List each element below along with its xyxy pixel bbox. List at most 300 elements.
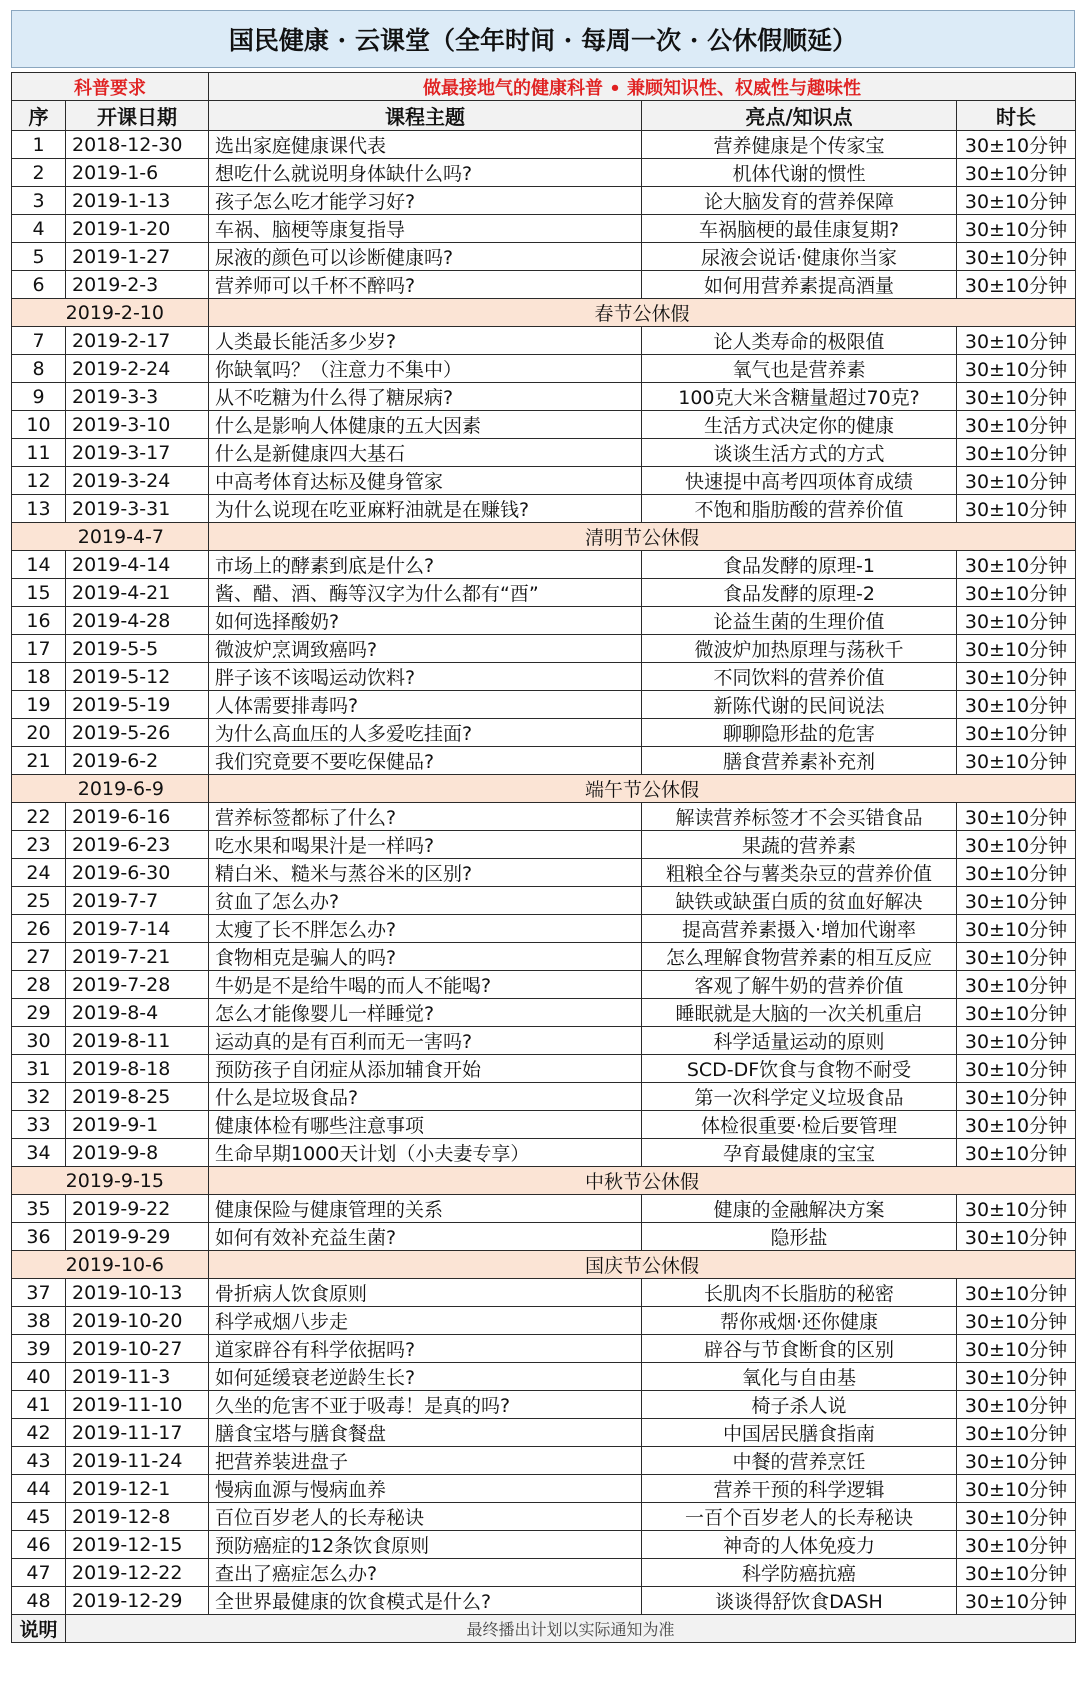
row-duration: 30±10分钟 — [957, 1195, 1076, 1223]
row-date: 2019-7-7 — [66, 887, 209, 915]
row-highlight: 快速提中高考四项体育成绩 — [642, 467, 957, 495]
row-highlight: 中餐的营养烹饪 — [642, 1447, 957, 1475]
row-date: 2019-11-24 — [66, 1447, 209, 1475]
table-row — [12, 187, 1076, 215]
row-highlight: 中国居民膳食指南 — [642, 1419, 957, 1447]
holiday-name: 国庆节公休假 — [209, 1251, 1076, 1279]
row-topic: 牛奶是不是给牛喝的而人不能喝? — [209, 971, 642, 999]
row-duration: 30±10分钟 — [957, 1223, 1076, 1251]
row-highlight: 帮你戒烟·还你健康 — [642, 1307, 957, 1335]
row-date: 2019-11-17 — [66, 1419, 209, 1447]
row-date: 2019-11-3 — [66, 1363, 209, 1391]
row-topic: 运动真的是有百利而无一害吗? — [209, 1027, 642, 1055]
row-highlight: 车祸脑梗的最佳康复期? — [642, 215, 957, 243]
row-number: 26 — [12, 915, 66, 943]
schedule-table — [11, 72, 1076, 1643]
table-row — [12, 1363, 1076, 1391]
row-number: 25 — [12, 887, 66, 915]
header-duration: 时长 — [957, 101, 1076, 131]
row-topic: 酱、醋、酒、酶等汉字为什么都有“酉” — [209, 579, 642, 607]
row-number: 48 — [12, 1587, 66, 1615]
holiday-date: 2019-6-9 — [12, 775, 209, 803]
table-row — [12, 1027, 1076, 1055]
row-date: 2019-1-27 — [66, 243, 209, 271]
row-date: 2019-2-17 — [66, 327, 209, 355]
row-highlight: 科学适量运动的原则 — [642, 1027, 957, 1055]
table-row — [12, 1587, 1076, 1615]
row-number: 29 — [12, 999, 66, 1027]
row-date: 2019-2-3 — [66, 271, 209, 299]
row-highlight: 新陈代谢的民间说法 — [642, 691, 957, 719]
row-date: 2019-7-28 — [66, 971, 209, 999]
row-date: 2019-3-31 — [66, 495, 209, 523]
row-topic: 把营养装进盘子 — [209, 1447, 642, 1475]
table-row — [12, 383, 1076, 411]
row-duration: 30±10分钟 — [957, 215, 1076, 243]
row-highlight: 谈谈得舒饮食DASH — [642, 1587, 957, 1615]
row-highlight: 氧化与自由基 — [642, 1363, 957, 1391]
row-highlight: 果蔬的营养素 — [642, 831, 957, 859]
row-topic: 中高考体育达标及健身管家 — [209, 467, 642, 495]
table-row — [12, 887, 1076, 915]
row-number: 2 — [12, 159, 66, 187]
table-row — [12, 747, 1076, 775]
row-topic: 想吃什么就说明身体缺什么吗? — [209, 159, 642, 187]
row-highlight: 微波炉加热原理与荡秋千 — [642, 635, 957, 663]
row-topic: 从不吃糖为什么得了糖尿病? — [209, 383, 642, 411]
requirement-row — [12, 73, 1076, 101]
row-duration: 30±10分钟 — [957, 803, 1076, 831]
row-duration: 30±10分钟 — [957, 1307, 1076, 1335]
row-date: 2019-1-13 — [66, 187, 209, 215]
table-row — [12, 355, 1076, 383]
row-topic: 为什么高血压的人多爱吃挂面? — [209, 719, 642, 747]
row-date: 2019-6-16 — [66, 803, 209, 831]
table-row — [12, 971, 1076, 999]
row-date: 2019-9-1 — [66, 1111, 209, 1139]
row-number: 17 — [12, 635, 66, 663]
row-duration: 30±10分钟 — [957, 635, 1076, 663]
row-topic: 什么是新健康四大基石 — [209, 439, 642, 467]
table-row — [12, 467, 1076, 495]
requirement-label: 科普要求 — [12, 73, 209, 101]
row-duration: 30±10分钟 — [957, 999, 1076, 1027]
row-date: 2019-8-25 — [66, 1083, 209, 1111]
table-row — [12, 1447, 1076, 1475]
row-duration: 30±10分钟 — [957, 1447, 1076, 1475]
row-duration: 30±10分钟 — [957, 551, 1076, 579]
row-duration: 30±10分钟 — [957, 663, 1076, 691]
row-highlight: SCD-DF饮食与食物不耐受 — [642, 1055, 957, 1083]
row-topic: 骨折病人饮食原则 — [209, 1279, 642, 1307]
row-number: 14 — [12, 551, 66, 579]
row-number: 18 — [12, 663, 66, 691]
row-highlight: 缺铁或缺蛋白质的贫血好解决 — [642, 887, 957, 915]
row-duration: 30±10分钟 — [957, 943, 1076, 971]
header-topic: 课程主题 — [209, 101, 642, 131]
row-date: 2019-8-18 — [66, 1055, 209, 1083]
row-topic: 道家辟谷有科学依据吗? — [209, 1335, 642, 1363]
row-date: 2019-4-28 — [66, 607, 209, 635]
row-number: 35 — [12, 1195, 66, 1223]
row-topic: 什么是影响人体健康的五大因素 — [209, 411, 642, 439]
table-row — [12, 131, 1076, 159]
row-topic: 慢病血源与慢病血养 — [209, 1475, 642, 1503]
row-highlight: 论益生菌的生理价值 — [642, 607, 957, 635]
table-row — [12, 1111, 1076, 1139]
row-number: 11 — [12, 439, 66, 467]
row-date: 2019-5-26 — [66, 719, 209, 747]
row-highlight: 论大脑发育的营养保障 — [642, 187, 957, 215]
row-date: 2019-12-29 — [66, 1587, 209, 1615]
table-row — [12, 691, 1076, 719]
row-date: 2018-12-30 — [66, 131, 209, 159]
row-duration: 30±10分钟 — [957, 1503, 1076, 1531]
row-duration: 30±10分钟 — [957, 1111, 1076, 1139]
table-row — [12, 915, 1076, 943]
row-highlight: 孕育最健康的宝宝 — [642, 1139, 957, 1167]
row-duration: 30±10分钟 — [957, 495, 1076, 523]
row-topic: 吃水果和喝果汁是一样吗? — [209, 831, 642, 859]
row-topic: 微波炉烹调致癌吗? — [209, 635, 642, 663]
row-highlight: 100克大米含糖量超过70克? — [642, 383, 957, 411]
holiday-row — [12, 775, 1076, 803]
row-highlight: 聊聊隐形盐的危害 — [642, 719, 957, 747]
footer-text: 最终播出计划以实际通知为准 — [66, 1615, 1076, 1643]
row-highlight: 营养干预的科学逻辑 — [642, 1475, 957, 1503]
row-highlight: 生活方式决定你的健康 — [642, 411, 957, 439]
row-highlight: 氧气也是营养素 — [642, 355, 957, 383]
row-date: 2019-6-2 — [66, 747, 209, 775]
row-number: 47 — [12, 1559, 66, 1587]
row-topic: 人类最长能活多少岁? — [209, 327, 642, 355]
row-highlight: 长肌肉不长脂肪的秘密 — [642, 1279, 957, 1307]
row-date: 2019-4-21 — [66, 579, 209, 607]
row-duration: 30±10分钟 — [957, 607, 1076, 635]
row-number: 24 — [12, 859, 66, 887]
row-topic: 孩子怎么吃才能学习好? — [209, 187, 642, 215]
row-number: 22 — [12, 803, 66, 831]
row-date: 2019-9-22 — [66, 1195, 209, 1223]
row-number: 15 — [12, 579, 66, 607]
table-row — [12, 831, 1076, 859]
row-number: 44 — [12, 1475, 66, 1503]
row-duration: 30±10分钟 — [957, 327, 1076, 355]
holiday-date: 2019-10-6 — [12, 1251, 209, 1279]
table-row — [12, 803, 1076, 831]
row-duration: 30±10分钟 — [957, 1083, 1076, 1111]
row-highlight: 粗粮全谷与薯类杂豆的营养价值 — [642, 859, 957, 887]
row-duration: 30±10分钟 — [957, 719, 1076, 747]
row-topic: 贫血了怎么办? — [209, 887, 642, 915]
row-duration: 30±10分钟 — [957, 383, 1076, 411]
row-number: 37 — [12, 1279, 66, 1307]
row-topic: 百位百岁老人的长寿秘诀 — [209, 1503, 642, 1531]
row-highlight: 不同饮料的营养价值 — [642, 663, 957, 691]
row-topic: 市场上的酵素到底是什么? — [209, 551, 642, 579]
row-date: 2019-12-15 — [66, 1531, 209, 1559]
row-topic: 生命早期1000天计划（小夫妻专享） — [209, 1139, 642, 1167]
table-row — [12, 327, 1076, 355]
table-row — [12, 1195, 1076, 1223]
row-number: 23 — [12, 831, 66, 859]
row-highlight: 体检很重要·检后要管理 — [642, 1111, 957, 1139]
row-topic: 尿液的颜色可以诊断健康吗? — [209, 243, 642, 271]
table-row — [12, 999, 1076, 1027]
row-duration: 30±10分钟 — [957, 131, 1076, 159]
row-duration: 30±10分钟 — [957, 271, 1076, 299]
row-date: 2019-7-21 — [66, 943, 209, 971]
row-date: 2019-3-3 — [66, 383, 209, 411]
table-row — [12, 607, 1076, 635]
row-duration: 30±10分钟 — [957, 1391, 1076, 1419]
holiday-date: 2019-2-10 — [12, 299, 209, 327]
row-date: 2019-6-30 — [66, 859, 209, 887]
table-row — [12, 411, 1076, 439]
table-row — [12, 719, 1076, 747]
row-duration: 30±10分钟 — [957, 691, 1076, 719]
table-row — [12, 1055, 1076, 1083]
row-number: 9 — [12, 383, 66, 411]
row-number: 7 — [12, 327, 66, 355]
table-row — [12, 1307, 1076, 1335]
row-number: 20 — [12, 719, 66, 747]
row-topic: 营养标签都标了什么? — [209, 803, 642, 831]
row-topic: 如何有效补充益生菌? — [209, 1223, 642, 1251]
row-highlight: 客观了解牛奶的营养价值 — [642, 971, 957, 999]
row-highlight: 机体代谢的惯性 — [642, 159, 957, 187]
row-number: 31 — [12, 1055, 66, 1083]
row-date: 2019-10-13 — [66, 1279, 209, 1307]
row-highlight: 神奇的人体免疫力 — [642, 1531, 957, 1559]
row-highlight: 论人类寿命的极限值 — [642, 327, 957, 355]
row-number: 45 — [12, 1503, 66, 1531]
holiday-row — [12, 299, 1076, 327]
row-topic: 胖子该不该喝运动饮料? — [209, 663, 642, 691]
table-row — [12, 1475, 1076, 1503]
holiday-name: 春节公休假 — [209, 299, 1076, 327]
row-topic: 营养师可以千杯不醉吗? — [209, 271, 642, 299]
row-highlight: 解读营养标签才不会买错食品 — [642, 803, 957, 831]
row-number: 40 — [12, 1363, 66, 1391]
row-topic: 如何延缓衰老逆龄生长? — [209, 1363, 642, 1391]
row-number: 12 — [12, 467, 66, 495]
row-duration: 30±10分钟 — [957, 887, 1076, 915]
holiday-name: 端午节公休假 — [209, 775, 1076, 803]
row-date: 2019-1-20 — [66, 215, 209, 243]
row-highlight: 怎么理解食物营养素的相互反应 — [642, 943, 957, 971]
row-date: 2019-8-4 — [66, 999, 209, 1027]
row-number: 3 — [12, 187, 66, 215]
table-row — [12, 1139, 1076, 1167]
row-topic: 为什么说现在吃亚麻籽油就是在赚钱? — [209, 495, 642, 523]
row-date: 2019-5-5 — [66, 635, 209, 663]
row-topic: 选出家庭健康课代表 — [209, 131, 642, 159]
holiday-name: 中秋节公休假 — [209, 1167, 1076, 1195]
row-topic: 预防癌症的12条饮食原则 — [209, 1531, 642, 1559]
row-highlight: 提高营养素摄入·增加代谢率 — [642, 915, 957, 943]
row-topic: 我们究竟要不要吃保健品? — [209, 747, 642, 775]
holiday-row — [12, 1167, 1076, 1195]
table-row — [12, 943, 1076, 971]
table-row — [12, 159, 1076, 187]
row-highlight: 科学防癌抗癌 — [642, 1559, 957, 1587]
row-topic: 车祸、脑梗等康复指导 — [209, 215, 642, 243]
row-date: 2019-3-24 — [66, 467, 209, 495]
row-number: 19 — [12, 691, 66, 719]
table-row — [12, 1223, 1076, 1251]
row-date: 2019-6-23 — [66, 831, 209, 859]
row-date: 2019-12-1 — [66, 1475, 209, 1503]
row-highlight: 谈谈生活方式的方式 — [642, 439, 957, 467]
table-row — [12, 1279, 1076, 1307]
table-row — [12, 635, 1076, 663]
row-date: 2019-10-27 — [66, 1335, 209, 1363]
row-date: 2019-4-14 — [66, 551, 209, 579]
row-number: 46 — [12, 1531, 66, 1559]
row-number: 28 — [12, 971, 66, 999]
row-number: 32 — [12, 1083, 66, 1111]
page-title: 国民健康 · 云课堂（全年时间 · 每周一次 · 公休假顺延） — [11, 10, 1075, 68]
row-date: 2019-11-10 — [66, 1391, 209, 1419]
row-topic: 人体需要排毒吗? — [209, 691, 642, 719]
row-number: 43 — [12, 1447, 66, 1475]
table-row — [12, 495, 1076, 523]
row-number: 1 — [12, 131, 66, 159]
row-duration: 30±10分钟 — [957, 1279, 1076, 1307]
row-highlight: 膳食营养素补充剂 — [642, 747, 957, 775]
table-row — [12, 859, 1076, 887]
row-topic: 膳食宝塔与膳食餐盘 — [209, 1419, 642, 1447]
row-topic: 太瘦了长不胖怎么办? — [209, 915, 642, 943]
holiday-row — [12, 1251, 1076, 1279]
row-date: 2019-9-8 — [66, 1139, 209, 1167]
row-duration: 30±10分钟 — [957, 831, 1076, 859]
table-row — [12, 271, 1076, 299]
row-duration: 30±10分钟 — [957, 1559, 1076, 1587]
table-row — [12, 1083, 1076, 1111]
table-row — [12, 663, 1076, 691]
row-highlight: 第一次科学定义垃圾食品 — [642, 1083, 957, 1111]
row-duration: 30±10分钟 — [957, 579, 1076, 607]
row-duration: 30±10分钟 — [957, 915, 1076, 943]
header-date: 开课日期 — [66, 101, 209, 131]
row-number: 36 — [12, 1223, 66, 1251]
header-point: 亮点/知识点 — [642, 101, 957, 131]
row-topic: 查出了癌症怎么办? — [209, 1559, 642, 1587]
row-duration: 30±10分钟 — [957, 411, 1076, 439]
row-number: 42 — [12, 1419, 66, 1447]
row-topic: 健康体检有哪些注意事项 — [209, 1111, 642, 1139]
row-number: 34 — [12, 1139, 66, 1167]
row-date: 2019-7-14 — [66, 915, 209, 943]
row-duration: 30±10分钟 — [957, 1587, 1076, 1615]
row-topic: 久坐的危害不亚于吸毒！是真的吗? — [209, 1391, 642, 1419]
row-number: 10 — [12, 411, 66, 439]
row-date: 2019-12-22 — [66, 1559, 209, 1587]
row-highlight: 尿液会说话·健康你当家 — [642, 243, 957, 271]
row-highlight: 如何用营养素提高酒量 — [642, 271, 957, 299]
row-topic: 全世界最健康的饮食模式是什么? — [209, 1587, 642, 1615]
row-duration: 30±10分钟 — [957, 1139, 1076, 1167]
row-highlight: 食品发酵的原理-1 — [642, 551, 957, 579]
row-date: 2019-10-20 — [66, 1307, 209, 1335]
row-duration: 30±10分钟 — [957, 355, 1076, 383]
row-highlight: 椅子杀人说 — [642, 1391, 957, 1419]
schedule-sheet — [11, 10, 1075, 1643]
row-duration: 30±10分钟 — [957, 1055, 1076, 1083]
row-duration: 30±10分钟 — [957, 1531, 1076, 1559]
table-row — [12, 439, 1076, 467]
footer-row — [12, 1615, 1076, 1643]
row-date: 2019-3-17 — [66, 439, 209, 467]
row-highlight: 营养健康是个传家宝 — [642, 131, 957, 159]
row-date: 2019-8-11 — [66, 1027, 209, 1055]
table-row — [12, 1391, 1076, 1419]
row-duration: 30±10分钟 — [957, 971, 1076, 999]
table-row — [12, 243, 1076, 271]
row-duration: 30±10分钟 — [957, 1027, 1076, 1055]
row-number: 8 — [12, 355, 66, 383]
row-number: 6 — [12, 271, 66, 299]
row-duration: 30±10分钟 — [957, 1475, 1076, 1503]
row-topic: 精白米、糙米与蒸谷米的区别? — [209, 859, 642, 887]
row-topic: 科学戒烟八步走 — [209, 1307, 642, 1335]
row-date: 2019-1-6 — [66, 159, 209, 187]
row-topic: 健康保险与健康管理的关系 — [209, 1195, 642, 1223]
table-row — [12, 579, 1076, 607]
header-no: 序 — [12, 101, 66, 131]
row-duration: 30±10分钟 — [957, 747, 1076, 775]
row-number: 39 — [12, 1335, 66, 1363]
row-number: 5 — [12, 243, 66, 271]
row-topic: 预防孩子自闭症从添加辅食开始 — [209, 1055, 642, 1083]
row-number: 4 — [12, 215, 66, 243]
row-duration: 30±10分钟 — [957, 439, 1076, 467]
row-date: 2019-3-10 — [66, 411, 209, 439]
row-highlight: 辟谷与节食断食的区别 — [642, 1335, 957, 1363]
row-number: 21 — [12, 747, 66, 775]
table-row — [12, 1559, 1076, 1587]
row-highlight: 一百个百岁老人的长寿秘诀 — [642, 1503, 957, 1531]
table-row — [12, 1419, 1076, 1447]
row-date: 2019-2-24 — [66, 355, 209, 383]
row-duration: 30±10分钟 — [957, 187, 1076, 215]
header-row — [12, 101, 1076, 131]
row-highlight: 健康的金融解决方案 — [642, 1195, 957, 1223]
row-duration: 30±10分钟 — [957, 1419, 1076, 1447]
holiday-row — [12, 523, 1076, 551]
row-number: 41 — [12, 1391, 66, 1419]
row-duration: 30±10分钟 — [957, 1335, 1076, 1363]
row-number: 27 — [12, 943, 66, 971]
row-topic: 什么是垃圾食品? — [209, 1083, 642, 1111]
table-row — [12, 215, 1076, 243]
row-topic: 食物相克是骗人的吗? — [209, 943, 642, 971]
table-row — [12, 1335, 1076, 1363]
holiday-name: 清明节公休假 — [209, 523, 1076, 551]
schedule-rows — [12, 131, 1076, 1615]
row-duration: 30±10分钟 — [957, 859, 1076, 887]
row-number: 13 — [12, 495, 66, 523]
row-number: 16 — [12, 607, 66, 635]
row-highlight: 食品发酵的原理-2 — [642, 579, 957, 607]
holiday-date: 2019-4-7 — [12, 523, 209, 551]
row-date: 2019-5-12 — [66, 663, 209, 691]
holiday-date: 2019-9-15 — [12, 1167, 209, 1195]
row-duration: 30±10分钟 — [957, 1363, 1076, 1391]
row-number: 38 — [12, 1307, 66, 1335]
